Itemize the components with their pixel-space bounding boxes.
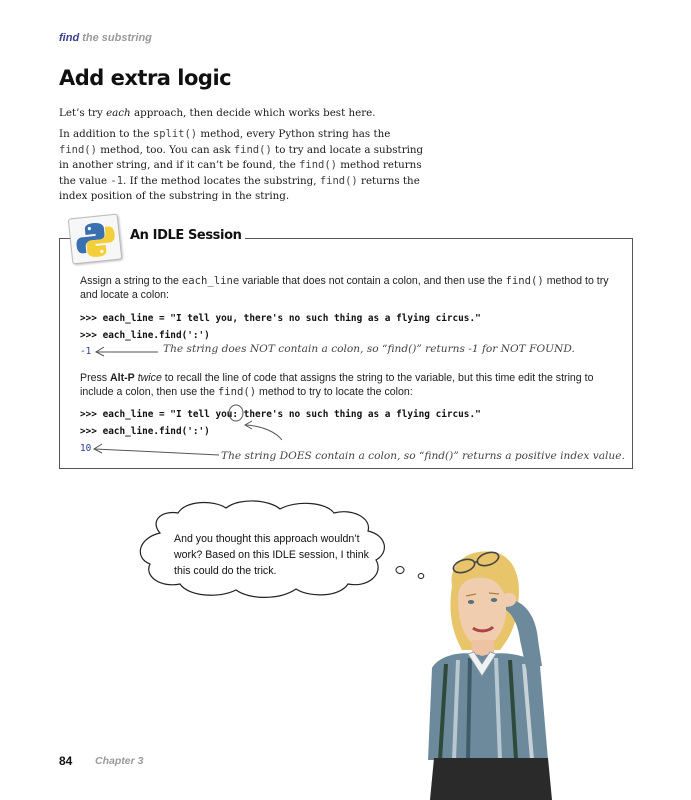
instruction-text: method to try and locate a colon: <box>80 275 609 301</box>
shell-line-2: >>> each_line.find(':') <box>80 330 210 341</box>
inline-code: find() <box>299 159 338 172</box>
inline-code: find() <box>233 143 272 156</box>
woman-thinking-image <box>428 550 552 800</box>
shell-output-1: -1 <box>80 346 92 357</box>
inline-code: find() <box>505 275 544 287</box>
arrow-not-found-icon <box>96 347 158 356</box>
shell-line-3: >>> each_line = "I tell you: there's no such thing as a flying circus." <box>80 409 481 420</box>
inline-code: each_line <box>181 275 240 287</box>
para2-text: In addition to the <box>59 128 153 140</box>
arrow-colon-icon <box>245 421 282 440</box>
page-title: Add extra logic <box>59 66 232 90</box>
intro-text-2: approach, then decide which works best here. <box>130 107 376 119</box>
instruction-text: Assign a string to the <box>80 275 182 287</box>
instruction-emphasis: twice <box>137 372 162 384</box>
para2-text: method, too. You can ask <box>96 143 234 156</box>
inline-code: find() <box>217 386 257 398</box>
para2-text: . If the method locates the substring, <box>123 174 320 187</box>
instruction-text: Press <box>80 372 111 384</box>
chapter-label: Chapter 3 <box>95 755 144 767</box>
annotation-not-found: The string does NOT contain a colon, so “find()” returns -1 for NOT FOUND. <box>163 343 575 355</box>
para2-text: to try and locate a substring in another string, and if it can’t be found, the <box>59 143 424 172</box>
running-head-keyword: find <box>59 32 80 44</box>
annotation-found: The string DOES contain a colon, so “find()” returns a positive index value. <box>221 450 625 462</box>
page-number: 84 <box>59 754 73 768</box>
idle-session-title: An IDLE Session <box>130 228 242 243</box>
running-head-rest: the substring <box>79 32 152 44</box>
thought-bubble-text: And you thought this approach wouldn’t work? Based on this IDLE session, I think this could do the trick. <box>174 533 369 577</box>
shell-line-4: >>> each_line.find(':') <box>80 426 210 437</box>
inline-code: split() <box>152 128 198 140</box>
intro-emphasis: each <box>106 107 131 119</box>
shell-output-2: 10 <box>80 443 92 454</box>
inline-code: find() <box>319 174 358 187</box>
para2-text: method returns the value <box>59 159 422 187</box>
para2-text: returns the index position of the substring in the string. <box>59 174 420 203</box>
arrow-found-icon <box>94 444 219 455</box>
colon-highlight-circle <box>229 405 243 421</box>
shell-line-1: >>> each_line = "I tell you, there's no such thing as a flying circus." <box>80 313 481 324</box>
inline-code: -1 <box>110 174 124 187</box>
instruction-text: variable that does not contain a colon, and then use the <box>239 275 506 287</box>
para2-text: method, every Python string has the <box>197 128 391 140</box>
inline-code: find() <box>59 143 97 156</box>
keyboard-shortcut: Alt-P <box>110 372 135 384</box>
instruction-text: to recall the line of code that assigns the string to the variable, but this time edit the string to include a colon, then use the <box>80 372 594 398</box>
instruction-text: method to try to locate the colon: <box>256 386 413 398</box>
intro-text-1: Let’s try <box>59 107 107 119</box>
